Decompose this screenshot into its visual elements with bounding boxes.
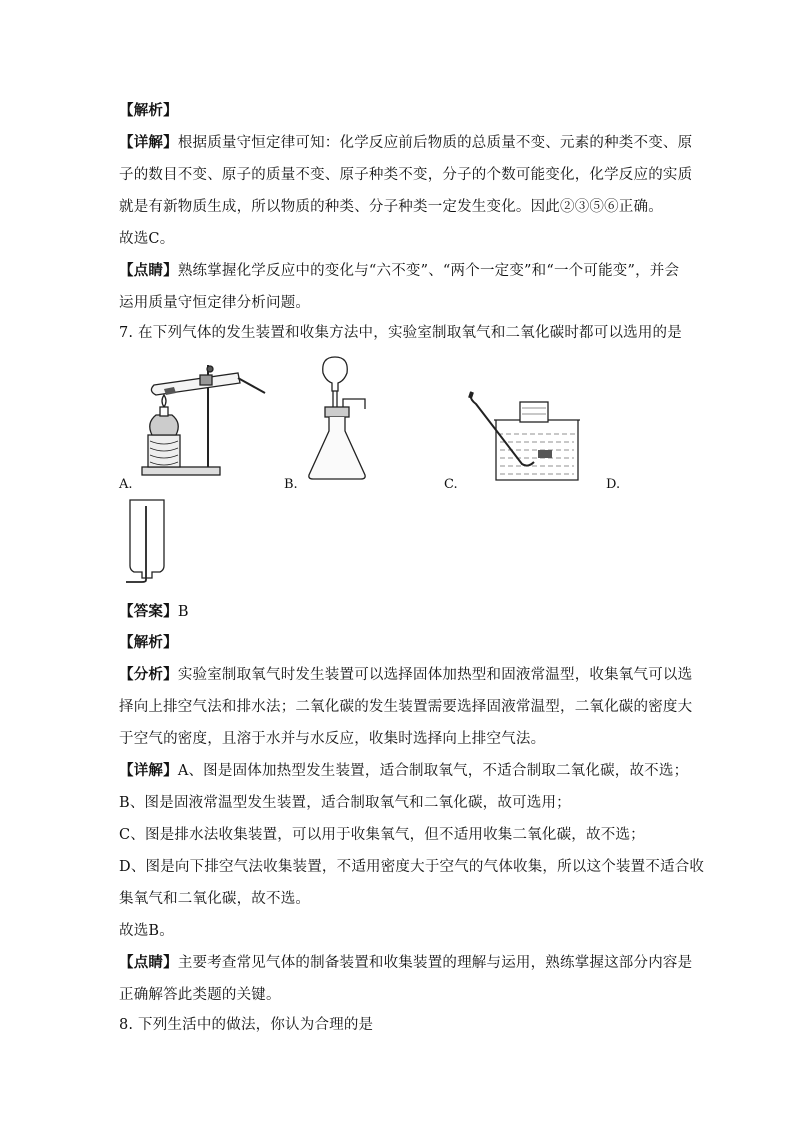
option-d-label: D. [606, 477, 621, 492]
tip-tag: 【点睛】 [119, 262, 178, 279]
q7-fenxi-line-2: 择向上排空气法和排水法；二氧化碳的发生装置需要选择固液常温型，二氧化碳的密度大 [119, 699, 693, 715]
q7-detail-line-1: 【详解】A、图是固体加热型发生装置，适合制取氧气，不适合制取二氧化碳，故不选； [119, 762, 689, 779]
option-c-label: C. [444, 477, 458, 492]
option-b-label: B. [284, 477, 298, 492]
q7-detail-line-2: B、图是固液常温型发生装置，适合制取氧气和二氧化碳，故可选用； [119, 795, 571, 811]
choice-line: 故选C。 [119, 231, 175, 247]
q7-tip-line-1: 【点睛】主要考查常见气体的制备装置和收集装置的理解与运用，熟练掌握这部分内容是 [119, 954, 693, 971]
q7-analysis-heading: 【解析】 [119, 634, 178, 651]
apparatus-c-water-collection-icon [468, 390, 588, 482]
q7-detail-line-3: C、图是排水法收集装置，可以用于收集氧气，但不适用收集二氧化碳，故不选； [119, 827, 645, 843]
question-8-stem: 8. 下列生活中的做法，你认为合理的是 [119, 1017, 374, 1033]
q7-detail-line-4: D、图是向下排空气法收集装置，不适用密度大于空气的气体收集，所以这个装置不适合收 [119, 859, 705, 875]
q7-tip-tag: 【点睛】 [119, 954, 178, 971]
apparatus-a-heating-icon [140, 355, 270, 480]
detail-paragraph-line-1: 【详解】根据质量守恒定律可知：化学反应前后物质的总质量不变、元素的种类不变、原 [119, 134, 693, 151]
answer-tag: 【答案】 [119, 603, 178, 620]
apparatus-d-downward-air-icon [124, 496, 170, 584]
detail-paragraph-line-3: 就是有新物质生成，所以物质的种类、分子种类一定发生变化。因此②③⑤⑥正确。 [119, 199, 663, 215]
q7-choice-line: 故选B。 [119, 923, 174, 939]
option-a-label: A. [119, 477, 133, 492]
apparatus-b-flask-icon [305, 355, 370, 483]
analysis-heading: 【解析】 [119, 102, 178, 119]
tip-paragraph-line-2: 运用质量守恒定律分析问题。 [119, 295, 311, 311]
answer-line [119, 602, 679, 622]
q7-fenxi-line-1: 【分析】实验室制取氧气时发生装置可以选择固体加热型和固液常温型，收集氧气可以选 [119, 666, 693, 683]
q7-fenxi-line-3: 于空气的密度，且溶于水并与水反应，收集时选择向上排空气法。 [119, 731, 546, 747]
tip-paragraph-line-1: 【点睛】熟练掌握化学反应中的变化与“六不变”、“两个一定变”和“一个可能变”，并会 [119, 262, 680, 279]
detail-paragraph-line-2: 子的数目不变、原子的质量不变、原子种类不变，分子的个数可能变化，化学反应的实质 [119, 167, 693, 183]
question-7-stem: 7. 在下列气体的发生装置和收集方法中，实验室制取氧气和二氧化碳时都可以选用的是 [119, 325, 682, 341]
q7-tip-line-2: 正确解答此类题的关键。 [119, 987, 281, 1003]
q7-detail-tag: 【详解】 [119, 762, 178, 779]
answer-value: B [177, 604, 189, 620]
fenxi-tag: 【分析】 [119, 666, 178, 683]
detail-tag: 【详解】 [119, 134, 178, 151]
q7-detail-line-5: 集氧气和二氧化碳，故不选。 [119, 891, 311, 907]
